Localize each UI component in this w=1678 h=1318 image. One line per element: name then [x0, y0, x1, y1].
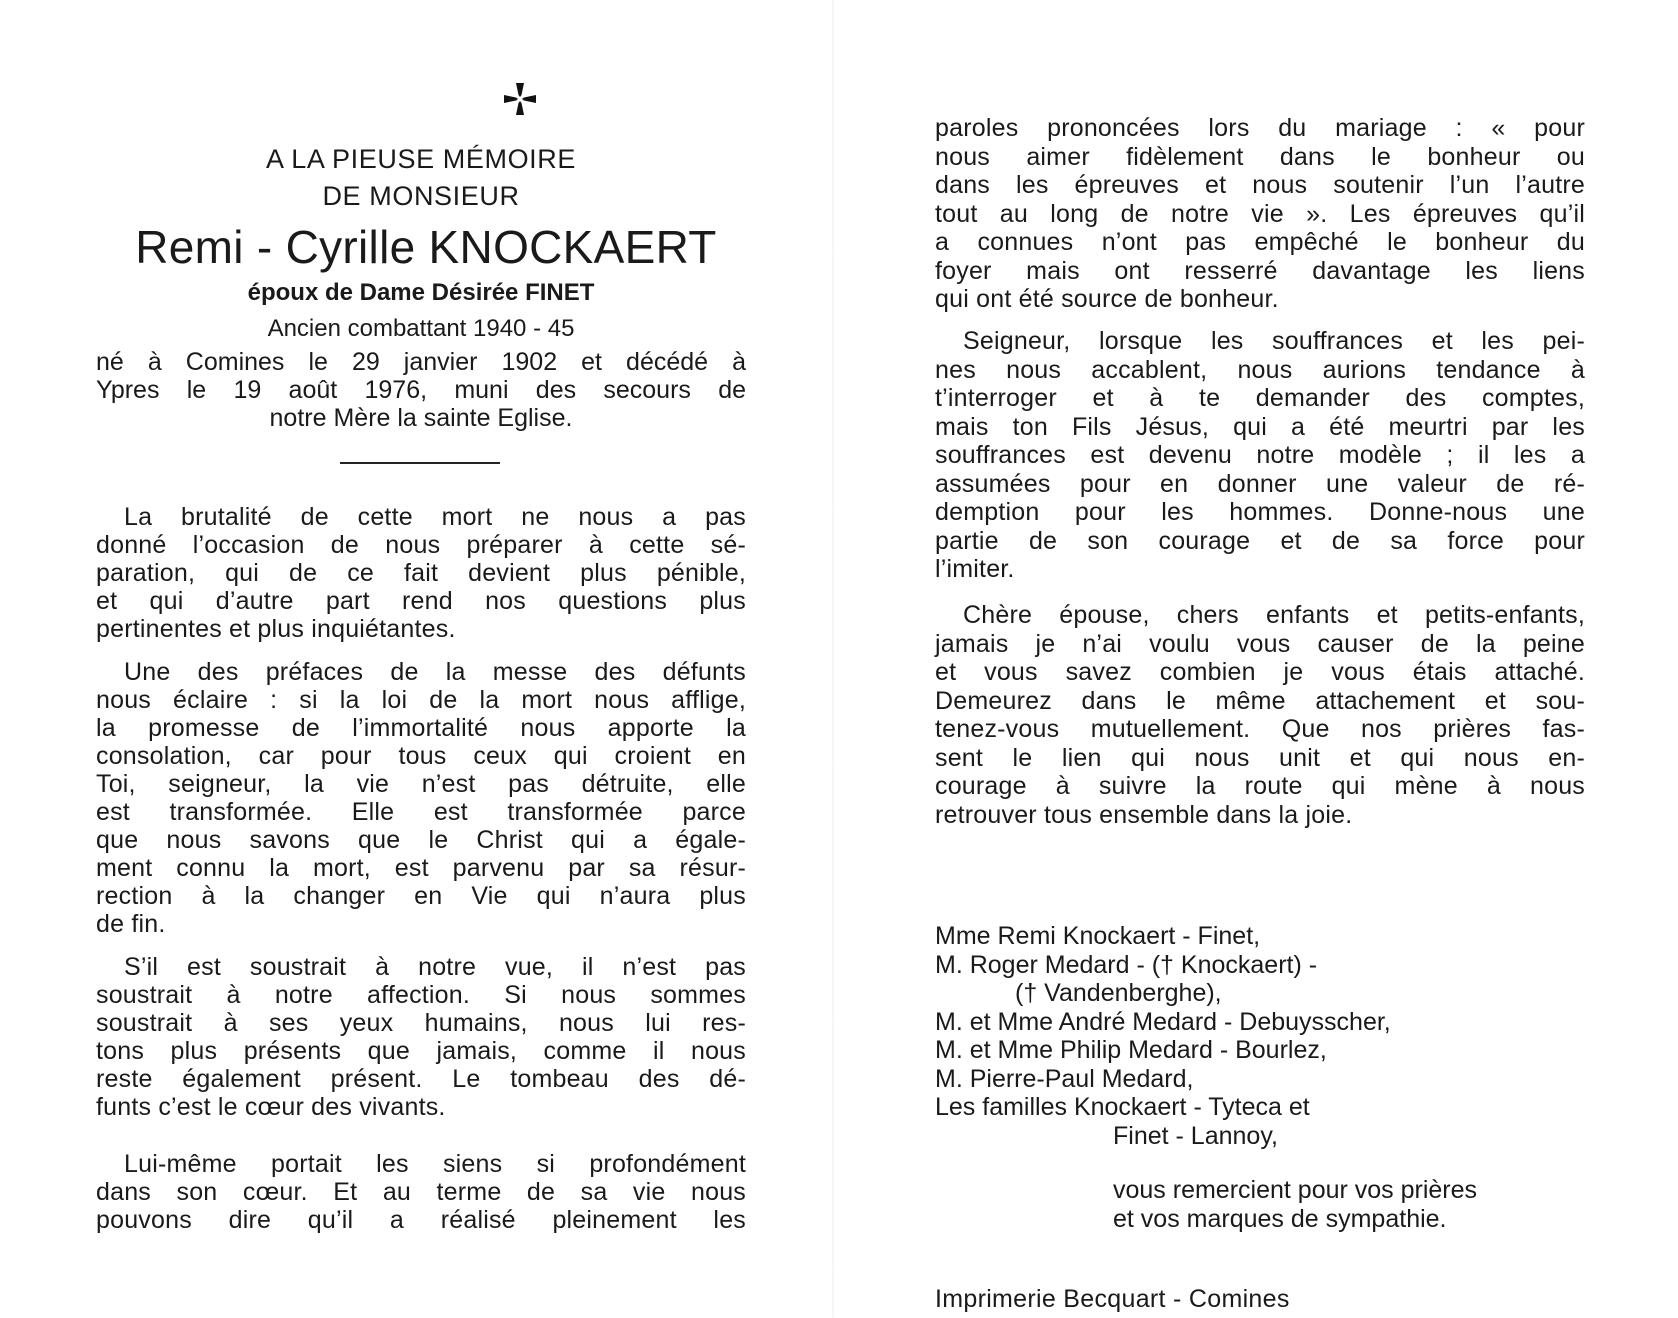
- text-line: Chère épouse, chers enfants et petits-enfants,: [963, 601, 1585, 629]
- text-line: qui ont été source de bonheur.: [935, 285, 1279, 313]
- printer-credit: Imprimerie Becquart - Comines: [935, 1285, 1290, 1313]
- text-line: consolation, car pour tous ceux qui croient en: [96, 742, 746, 770]
- veteran-line: Ancien combattant 1940 - 45: [267, 315, 575, 342]
- text-line: assumées pour en donner une valeur de ré-: [935, 469, 1585, 498]
- memorial-subheading: DE MONSIEUR: [322, 181, 520, 211]
- text-line: paration, qui de ce fait devient plus pénible,: [96, 559, 746, 587]
- text-line: dans son cœur. Et au terme de sa vie nous: [96, 1178, 746, 1206]
- text-line: Toi, seigneur, la vie n’est pas détruite, elle: [96, 770, 746, 798]
- text-line: tout au long de notre vie ». Les épreuves qu’il: [935, 199, 1585, 228]
- text-line: tenez-vous mutuellement. Que nos prières fas-: [935, 715, 1585, 743]
- cross-pattee-icon: [503, 82, 537, 116]
- text-line: de fin.: [96, 910, 166, 938]
- text-line: souffrances est devenu notre modèle ; il les a: [935, 441, 1585, 469]
- text-line: dans les épreuves et nous soutenir l’un l’autre: [935, 171, 1585, 199]
- text-line: a connues n’ont pas empêché le bonheur du: [935, 228, 1585, 256]
- paragraph: [935, 327, 1585, 584]
- thanks-text: [1113, 1176, 1593, 1234]
- text-line: ment connu la mort, est parvenu par sa résur-: [96, 854, 746, 882]
- text-line: courage à suivre la route qui mène à nous: [935, 772, 1585, 800]
- text-line: donné l’occasion de nous préparer à cette sé-: [96, 531, 746, 559]
- text-line: retrouver tous ensemble dans la joie.: [935, 800, 1353, 829]
- text-line: nous éclaire : si la loi de la mort nous afflige,: [96, 686, 746, 714]
- family-member: († Vandenberghe),: [1015, 979, 1222, 1007]
- text-line: Demeurez dans le même attachement et sou-: [935, 686, 1585, 715]
- text-line: l’imiter.: [935, 555, 1015, 583]
- text-line: la promesse de l’immortalité nous apporte la: [96, 714, 746, 742]
- text-line: Seigneur, lorsque les souffrances et les pei-: [963, 327, 1585, 355]
- text-line: est transformée. Elle est transformée parce: [96, 798, 746, 826]
- text-line: pertinentes et plus inquiétantes.: [96, 615, 456, 643]
- card-fold-line: [832, 0, 834, 1318]
- text-line: et qui d’autre part rend nos questions plus: [96, 587, 746, 615]
- paragraph: [935, 114, 1585, 314]
- spouse-line: époux de Dame Désirée FINET: [247, 279, 595, 306]
- family-member: M. et Mme Philip Medard - Bourlez,: [935, 1036, 1327, 1064]
- text-line: Ypres le 19 août 1976, muni des secours de: [96, 376, 746, 404]
- family-member: Mme Remi Knockaert - Finet,: [935, 922, 1261, 950]
- paragraph: [96, 1150, 746, 1234]
- text-line: sent le lien qui nous unit et qui nous en-: [935, 743, 1585, 772]
- family-list: [935, 922, 1585, 1150]
- text-line: foyer mais ont resserré davantage les liens: [935, 256, 1585, 285]
- family-member: M. Roger Medard - († Knockaert) -: [935, 950, 1318, 979]
- birth-death-text: [96, 348, 746, 432]
- text-line: Une des préfaces de la messe des défunts: [124, 658, 746, 686]
- text-line: partie de son courage et de sa force pour: [935, 526, 1585, 555]
- text-line: rection à la changer en Vie qui n’aura plus: [96, 882, 746, 910]
- text-line: mais ton Fils Jésus, qui a été meurtri par les: [935, 412, 1585, 441]
- memorial-heading: A LA PIEUSE MÉMOIRE: [266, 144, 576, 174]
- text-line: reste également présent. Le tombeau des dé-: [96, 1065, 746, 1093]
- text-line: La brutalité de cette mort ne nous a pas: [124, 503, 746, 531]
- paragraph: [96, 953, 746, 1121]
- text-line: t’interroger et à te demander des comptes,: [935, 384, 1585, 412]
- text-line: demption pour les hommes. Donne-nous une: [935, 498, 1585, 526]
- text-line: que nous savons que le Christ qui a égale-: [96, 826, 746, 854]
- text-line: notre Mère la sainte Eglise.: [269, 404, 573, 432]
- family-member: M. Pierre-Paul Medard,: [935, 1064, 1194, 1093]
- text-line: nes nous accablent, nous aurions tendance à: [935, 355, 1585, 384]
- text-line: soustrait à ses yeux humains, nous lui res-: [96, 1009, 746, 1037]
- text-line: paroles prononcées lors du mariage : « pour: [935, 114, 1585, 142]
- text-line: nous aimer fidèlement dans le bonheur ou: [935, 142, 1585, 171]
- text-line: Lui-même portait les siens si profondément: [124, 1150, 746, 1178]
- text-line: S’il est soustrait à notre vue, il n’est pas: [124, 953, 746, 981]
- family-member: M. et Mme André Medard - Debuysscher,: [935, 1007, 1391, 1036]
- deceased-name: Remi - Cyrille KNOCKAERT: [135, 221, 717, 273]
- text-line: jamais je n’ai voulu vous causer de la peine: [935, 629, 1585, 658]
- text-line: né à Comines le 29 janvier 1902 et décédé à: [96, 348, 746, 376]
- text-line: et vos marques de sympathie.: [1113, 1205, 1447, 1233]
- text-line: soustrait à notre affection. Si nous sommes: [96, 981, 746, 1009]
- family-member: Les familles Knockaert - Tyteca et: [935, 1093, 1310, 1121]
- paragraph: [935, 601, 1585, 829]
- family-member: Finet - Lannoy,: [1113, 1121, 1278, 1150]
- divider: [340, 462, 500, 464]
- text-line: vous remercient pour vos prières: [1113, 1176, 1478, 1204]
- paragraph: [96, 503, 746, 643]
- text-line: funts c’est le cœur des vivants.: [96, 1093, 446, 1121]
- text-line: tons plus présents que jamais, comme il nous: [96, 1037, 746, 1065]
- text-line: et vous savez combien je vous étais attaché.: [935, 658, 1585, 686]
- text-line: pouvons dire qu’il a réalisé pleinement les: [96, 1206, 746, 1234]
- paragraph: [96, 658, 746, 938]
